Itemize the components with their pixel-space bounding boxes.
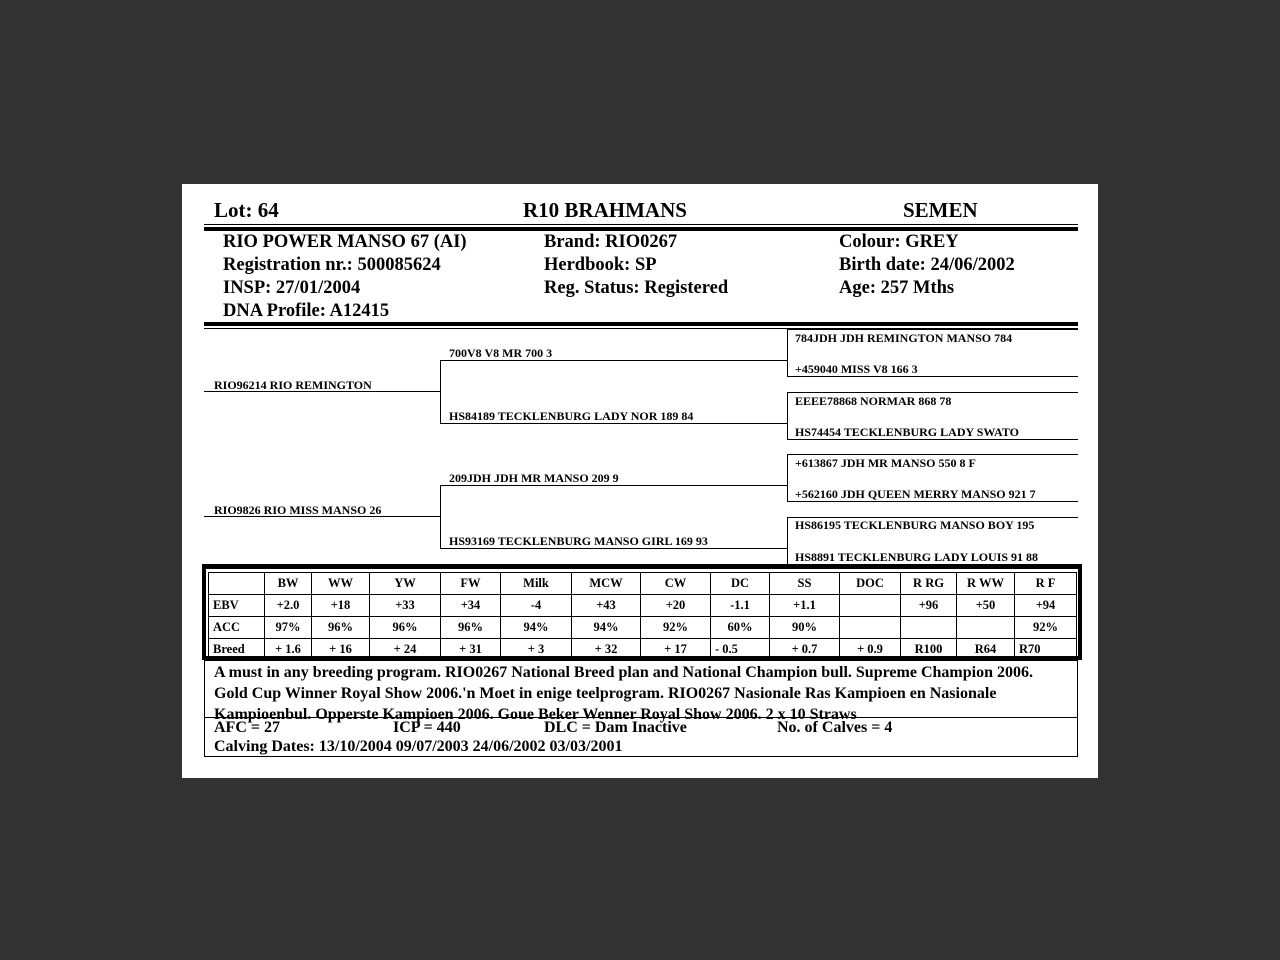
description-box (204, 660, 1078, 723)
header-cell: WW (312, 573, 370, 595)
grandparent-1: 784JDH JDH REMINGTON MANSO 784 (795, 331, 1013, 345)
table-cell: R70 (1015, 639, 1077, 661)
age: Age: 257 Mths (839, 278, 955, 298)
table-cell: + 17 (641, 639, 711, 661)
header-cell: YW (370, 573, 441, 595)
table-cell: +43 (572, 595, 641, 617)
table-cell: 94% (501, 617, 572, 639)
table-cell: 92% (1015, 617, 1077, 639)
sire-bracket (440, 360, 441, 423)
table-cell: -4 (501, 595, 572, 617)
table-cell: + 16 (312, 639, 370, 661)
description-line: Kampioenbul. Opperste Kampioen 2006. Goue Beker Wenner Royal Show 2006. 2 x 10 Straws (214, 706, 857, 723)
reg-status: Reg. Status: Registered (544, 278, 729, 298)
afc: AFC = 27 (214, 719, 280, 736)
dam-dam: HS93169 TECKLENBURG MANSO GIRL 169 93 (449, 534, 708, 548)
table-cell: 94% (572, 617, 641, 639)
registration-number: Registration nr.: 500085624 (223, 255, 441, 275)
table-cell (840, 595, 901, 617)
header-cell: SS (770, 573, 840, 595)
row-label: EBV (209, 595, 265, 617)
grandparent-4: HS74454 TECKLENBURG LADY SWATO (795, 425, 1019, 439)
table-cell: R64 (957, 639, 1015, 661)
g5-line (787, 454, 1078, 455)
acc-row (209, 617, 1077, 639)
breed-row (209, 639, 1077, 661)
table-cell: 97% (265, 617, 312, 639)
dd-bracket (787, 517, 788, 564)
table-cell: 92% (641, 617, 711, 639)
header-cell: MCW (572, 573, 641, 595)
table-cell: +94 (1015, 595, 1077, 617)
brand: Brand: RIO0267 (544, 232, 678, 252)
grandparent-3: EEEE78868 NORMAR 868 78 (795, 394, 952, 408)
description-line: A must in any breeding program. RIO0267 National Breed plan and National Champion bull. Supreme Champion 2006. (214, 664, 1033, 681)
table-cell: + 0.9 (840, 639, 901, 661)
table-cell (957, 617, 1015, 639)
sd-bracket (787, 392, 788, 439)
dam-name: RIO9826 RIO MISS MANSO 26 (214, 503, 382, 517)
lot-number: Lot: 64 (214, 198, 279, 222)
table-cell: 96% (441, 617, 501, 639)
header-cell: CW (641, 573, 711, 595)
birth-date: Birth date: 24/06/2002 (839, 255, 1015, 275)
table-cell: +50 (957, 595, 1015, 617)
table-cell: 60% (711, 617, 770, 639)
calving-dates: Calving Dates: 13/10/2004 09/07/2003 24/06/2002 03/03/2001 (214, 738, 623, 755)
description-line: Gold Cup Winner Royal Show 2006.'n Moet in enige teelprogram. RIO0267 Nasionale Ras Kampioen en Nasionale (214, 685, 997, 702)
grandparent-8: HS8891 TECKLENBURG LADY LOUIS 91 88 (795, 550, 1039, 564)
ebv-row (209, 595, 1077, 617)
table-cell: +1.1 (770, 595, 840, 617)
sire-sire: 700V8 V8 MR 700 3 (449, 346, 553, 360)
table-cell: +33 (370, 595, 441, 617)
lot-card (182, 184, 1098, 778)
calves-count: No. of Calves = 4 (777, 719, 893, 736)
row-label: ACC (209, 617, 265, 639)
table-cell: +2.0 (265, 595, 312, 617)
calving-footer (204, 718, 1078, 757)
dlc: DLC = Dam Inactive (544, 719, 687, 736)
header-cell: R F (1015, 573, 1077, 595)
lot-type: SEMEN (903, 198, 978, 222)
table-cell: + 1.6 (265, 639, 312, 661)
colour: Colour: GREY (839, 232, 959, 252)
table-cell: +18 (312, 595, 370, 617)
dam-sire: 209JDH JDH MR MANSO 209 9 (449, 471, 619, 485)
table-cell: +34 (441, 595, 501, 617)
header-rule-thin (204, 224, 1078, 225)
breeder-name: R10 BRAHMANS (523, 198, 687, 222)
table-cell: 96% (370, 617, 441, 639)
ebv-table (202, 564, 1082, 660)
row-label: Breed (209, 639, 265, 661)
sire-dam: HS84189 TECKLENBURG LADY NOR 189 84 (449, 409, 694, 423)
table-cell: +20 (641, 595, 711, 617)
table-cell: + 31 (441, 639, 501, 661)
grandparent-2: +459040 MISS V8 166 3 (795, 362, 918, 376)
table-cell: - 0.5 (711, 639, 770, 661)
info-rule-thick (204, 322, 1078, 326)
table-cell: + 0.7 (770, 639, 840, 661)
grandparent-5: +613867 JDH MR MANSO 550 8 F (795, 456, 976, 470)
table-cell: 90% (770, 617, 840, 639)
table-cell: 96% (312, 617, 370, 639)
table-cell: R100 (901, 639, 957, 661)
table-cell (901, 617, 957, 639)
header-cell: R WW (957, 573, 1015, 595)
table-cell: +96 (901, 595, 957, 617)
table-cell (840, 617, 901, 639)
header-cell: DC (711, 573, 770, 595)
header-cell: R RG (901, 573, 957, 595)
g1-line (787, 329, 1078, 330)
header-cell: DOC (840, 573, 901, 595)
icp: ICP = 440 (393, 719, 461, 736)
table-cell: + 32 (572, 639, 641, 661)
table-cell: -1.1 (711, 595, 770, 617)
ebv-header-row (209, 573, 1077, 595)
header-cell: FW (441, 573, 501, 595)
header-cell (209, 573, 265, 595)
ds-bracket (787, 454, 788, 501)
grandparent-6: +562160 JDH QUEEN MERRY MANSO 921 7 (795, 487, 1036, 501)
g3-line (787, 392, 1078, 393)
table-cell: + 24 (370, 639, 441, 661)
dam-bracket (440, 485, 441, 548)
grandparent-7: HS86195 TECKLENBURG MANSO BOY 195 (795, 518, 1035, 532)
sire-name: RIO96214 RIO REMINGTON (214, 378, 372, 392)
insp-date: INSP: 27/01/2004 (223, 278, 361, 298)
header-cell: Milk (501, 573, 572, 595)
herdbook: Herdbook: SP (544, 255, 657, 275)
table-cell: + 3 (501, 639, 572, 661)
dna-profile: DNA Profile: A12415 (223, 301, 390, 321)
header-cell: BW (265, 573, 312, 595)
ss-bracket (787, 329, 788, 376)
header-rule-thick (204, 227, 1078, 231)
animal-name: RIO POWER MANSO 67 (AI) (223, 232, 467, 252)
